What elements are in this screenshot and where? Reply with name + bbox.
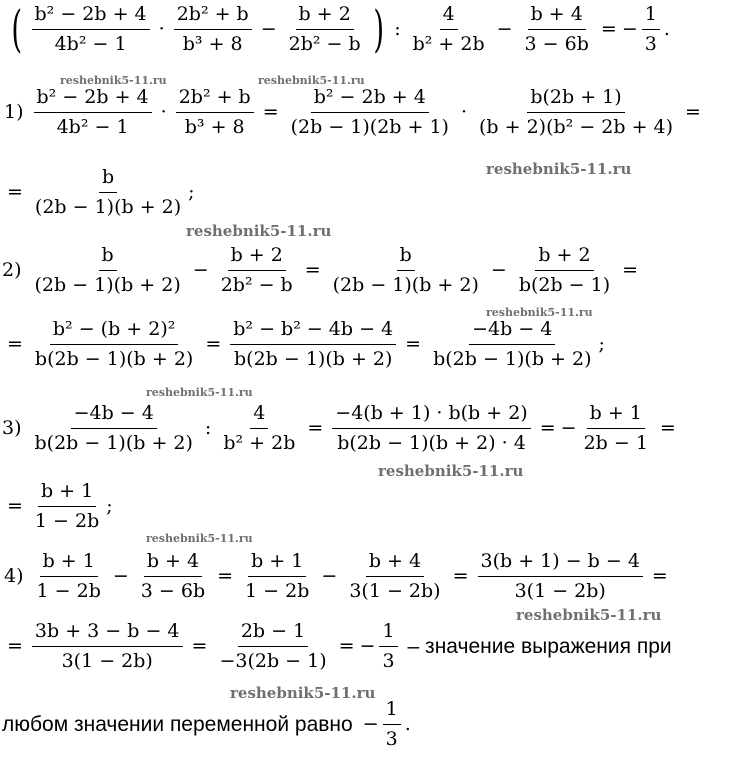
operator: = (7, 495, 23, 517)
fraction (216, 622, 329, 671)
problem-statement (6, 0, 670, 58)
denominator: b(2b − 1) (518, 274, 611, 296)
numerator: b + 4 (144, 552, 202, 577)
fraction (220, 404, 298, 453)
denominator: 1 − 2b (34, 510, 100, 532)
watermark: reshebnik5-11.ru (146, 386, 253, 399)
close-paren: ) (373, 0, 384, 58)
conclusion-text: любом значении переменной равно (2, 713, 353, 736)
fraction (410, 2, 488, 55)
fraction (383, 700, 401, 749)
fraction (522, 2, 592, 55)
fraction (34, 552, 104, 601)
fraction (32, 482, 102, 531)
numerator: 1 (379, 622, 397, 647)
operator: − (362, 713, 379, 735)
operator: · (460, 101, 468, 123)
numerator: 4 (250, 404, 268, 429)
fraction (218, 246, 296, 295)
fraction (430, 320, 594, 369)
numerator: 1 (642, 5, 660, 30)
operator: = (539, 417, 556, 439)
numerator: 2b² + b (174, 5, 252, 30)
fraction (330, 246, 482, 295)
punctuation: ; (106, 495, 113, 517)
numerator: b + 2 (535, 246, 593, 271)
fraction (174, 2, 252, 55)
denominator: 1 − 2b (245, 580, 310, 602)
numerator: b + 1 (587, 404, 645, 429)
operator: = (7, 635, 23, 657)
denominator: 3 (382, 650, 395, 672)
watermark: reshebnik5-11.ru (230, 684, 376, 702)
step4-line3 (2, 700, 411, 749)
step1-line1 (4, 88, 706, 137)
watermark: reshebnik5-11.ru (146, 532, 253, 545)
operator: − (621, 17, 638, 40)
operator: = (304, 259, 321, 281)
punctuation: ; (188, 181, 195, 203)
step2-line1 (2, 246, 643, 295)
fraction (32, 622, 183, 671)
denominator: 3(1 − 2b) (61, 650, 153, 672)
step4-line1 (4, 552, 673, 601)
numerator: b + 1 (38, 482, 96, 507)
operator: : (394, 17, 401, 40)
denominator: b(2b − 1)(b + 2) (34, 348, 194, 370)
fraction (242, 552, 312, 601)
denominator: 3 − 6b (524, 32, 589, 55)
operator: − (112, 565, 129, 587)
operator: − (260, 17, 277, 40)
numerator: b + 2 (228, 246, 286, 271)
denominator: 1 − 2b (36, 580, 101, 602)
step1-line2 (2, 168, 195, 217)
fraction (34, 88, 152, 137)
operator: · (160, 101, 167, 123)
fraction (32, 404, 196, 453)
numerator: b + 4 (366, 552, 424, 577)
numerator: 3(b + 1) − b − 4 (478, 552, 643, 577)
denominator: 4b² − 1 (56, 116, 129, 138)
fraction (332, 404, 530, 453)
operator: = (600, 17, 617, 40)
denominator: b(2b − 1)(b + 2) (34, 432, 193, 454)
operator: = (405, 333, 422, 355)
operator: · (158, 17, 165, 40)
fraction (476, 88, 676, 137)
numerator: b² − (b + 2)² (50, 320, 178, 345)
denominator: (2b − 1)(2b + 1) (290, 116, 449, 138)
fraction (32, 320, 196, 369)
denominator: b(2b − 1)(b + 2) · 4 (337, 432, 526, 454)
numerator: b + 4 (528, 5, 586, 30)
operator: − (192, 259, 209, 281)
fraction (32, 168, 184, 217)
fraction (230, 320, 396, 369)
denominator: b² + 2b (223, 432, 296, 454)
operator: = (452, 565, 469, 587)
punctuation: . (404, 713, 411, 735)
fraction (176, 88, 254, 137)
denominator: 3 (385, 728, 398, 750)
numerator: b (397, 246, 415, 271)
operator: = (338, 635, 355, 657)
denominator: b³ + 8 (182, 32, 243, 55)
operator: − (560, 417, 577, 439)
operator: = (262, 101, 279, 123)
step3-line1 (2, 404, 681, 453)
fraction (286, 2, 364, 55)
denominator: (2b − 1)(b + 2) (34, 196, 182, 218)
numerator: b² − 2b + 4 (311, 88, 429, 113)
denominator: b³ + 8 (184, 116, 245, 138)
watermark: reshebnik5-11.ru (516, 606, 662, 624)
denominator: 3 − 6b (140, 580, 206, 602)
conclusion-text: – значение выражения при (407, 635, 672, 658)
fraction (32, 246, 184, 295)
watermark: reshebnik5-11.ru (186, 222, 332, 240)
operator: = (191, 635, 208, 657)
operator: − (359, 635, 376, 657)
fraction (379, 622, 397, 671)
operator: = (659, 417, 676, 439)
denominator: 2b² − b (288, 32, 361, 55)
numerator: b + 1 (248, 552, 306, 577)
fraction (516, 246, 613, 295)
numerator: −4b − 4 (71, 404, 157, 429)
step3-line2 (2, 482, 113, 531)
denominator: (2b − 1)(b + 2) (34, 274, 181, 296)
fraction (581, 404, 651, 453)
step-label: 4) (4, 565, 24, 587)
step4-line2 (2, 622, 672, 671)
denominator: 3(1 − 2b) (349, 580, 441, 602)
numerator: b² − 2b + 4 (32, 5, 150, 30)
numerator: 2b − 1 (238, 622, 308, 647)
watermark: reshebnik5-11.ru (60, 74, 167, 87)
operator: = (622, 259, 639, 281)
step-label: 3) (2, 417, 22, 439)
operator: − (321, 565, 338, 587)
denominator: 3 (644, 32, 657, 55)
step-label: 1) (4, 101, 24, 123)
operator: = (685, 101, 701, 123)
numerator: b + 1 (40, 552, 98, 577)
operator: − (490, 259, 507, 281)
numerator: −4(b + 1) · b(b + 2) (332, 404, 530, 429)
operator: = (7, 181, 23, 203)
operator: = (7, 333, 23, 355)
open-paren: ( (11, 0, 23, 58)
fraction (138, 552, 208, 601)
step2-line2 (2, 320, 605, 369)
numerator: b (99, 246, 117, 271)
numerator: 2b² + b (176, 88, 254, 113)
denominator: b(2b − 1)(b + 2) (433, 348, 592, 370)
fraction (288, 88, 452, 137)
fraction (346, 552, 443, 601)
numerator: b (99, 168, 117, 193)
fraction (32, 2, 150, 55)
operator: = (307, 417, 324, 439)
numerator: b² − b² − 4b − 4 (230, 320, 396, 345)
punctuation: ; (598, 333, 605, 355)
denominator: 4b² − 1 (54, 32, 127, 55)
denominator: b² + 2b (412, 32, 485, 55)
denominator: (b + 2)(b² − 2b + 4) (479, 116, 674, 138)
punctuation: . (663, 17, 670, 40)
denominator: b(2b − 1)(b + 2) (234, 348, 393, 370)
denominator: 2b² − b (220, 274, 293, 296)
watermark: reshebnik5-11.ru (258, 74, 365, 87)
numerator: 3b + 3 − b − 4 (32, 622, 183, 647)
numerator: 1 (383, 700, 401, 725)
fraction (642, 2, 660, 55)
watermark: reshebnik5-11.ru (378, 462, 524, 480)
operator: − (496, 17, 513, 40)
numerator: b² − 2b + 4 (34, 88, 152, 113)
denominator: −3(2b − 1) (219, 650, 327, 672)
numerator: −4b − 4 (469, 320, 555, 345)
operator: = (217, 565, 234, 587)
step-label: 2) (2, 259, 22, 281)
watermark: reshebnik5-11.ru (486, 160, 632, 178)
numerator: 4 (440, 5, 458, 30)
operator: = (205, 333, 222, 355)
denominator: 2b − 1 (583, 432, 648, 454)
fraction (478, 552, 643, 601)
numerator: b + 2 (296, 5, 354, 30)
operator: : (204, 417, 212, 439)
denominator: 3(1 − 2b) (514, 580, 606, 602)
operator: = (651, 565, 668, 587)
numerator: b(2b + 1) (527, 88, 624, 113)
watermark: reshebnik5-11.ru (486, 306, 593, 319)
denominator: (2b − 1)(b + 2) (332, 274, 479, 296)
